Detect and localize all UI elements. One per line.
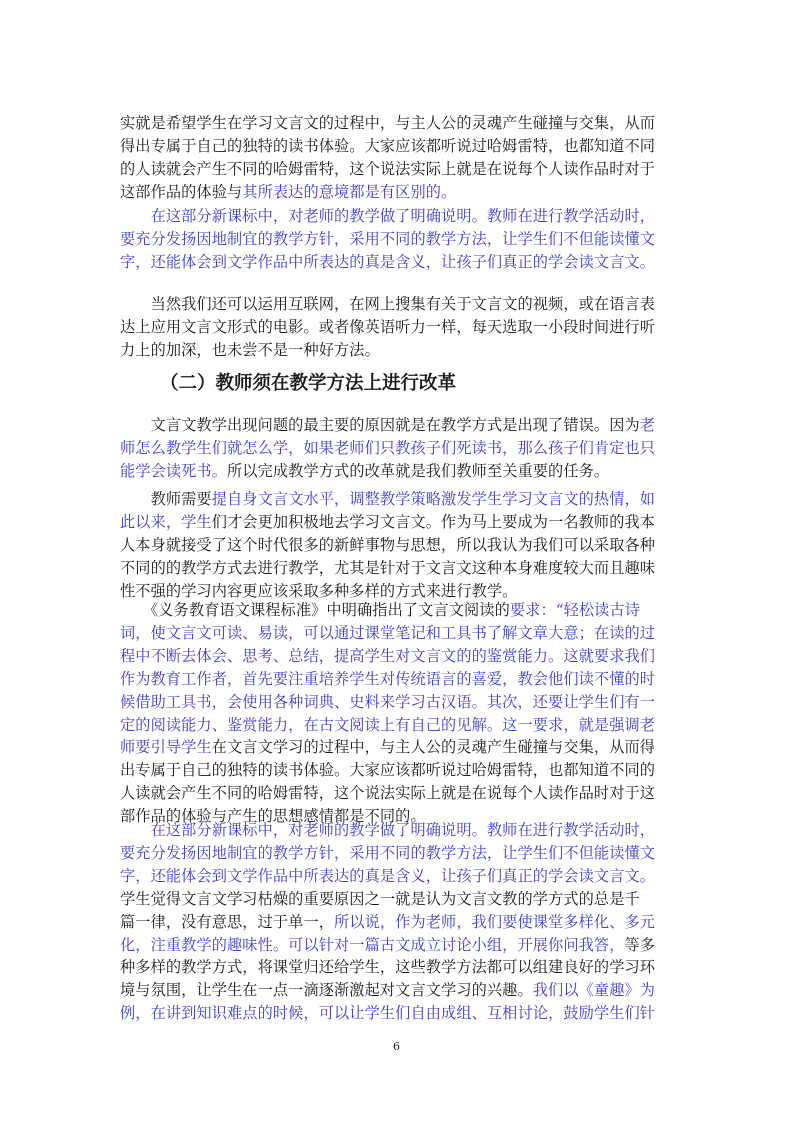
body-text: 教师需要 bbox=[120, 490, 212, 508]
highlighted-text: 要充分发扬因地制宜的教学方针，采用不同的教学方法，让学生们不但能读懂文 bbox=[120, 843, 656, 862]
body-text: 文言文教学出现问题的最主要的原因就是在教学方式是出现了错误。因为 bbox=[120, 416, 640, 434]
section-heading: （二）教师须在教学方法上进行改革 bbox=[160, 373, 457, 394]
text-line bbox=[120, 293, 676, 316]
highlighted-text: 所以说，作为老师，我们要使课堂多样化、多元 bbox=[334, 912, 656, 931]
text-line bbox=[120, 622, 676, 645]
text-line bbox=[120, 645, 676, 668]
body-text: 所以完成教学方式的改革就是我们教师至关重要的任务。 bbox=[227, 461, 610, 480]
highlighted-text: 例，在讲到知识难点的时候，可以让学生们自由成组、互相讨论，鼓励学生们针 bbox=[120, 1004, 656, 1023]
highlighted-text: 定的阅读能力、鉴赏能力，在古文阅读上有自己的见解。这一要求，就是强调老 bbox=[120, 715, 656, 734]
body-text: 人本身就接受了这个时代很多的新鲜事物与思想，所以我认为我们可以采取各种 bbox=[120, 535, 656, 554]
text-line bbox=[120, 135, 676, 158]
body-text: 力上的加深，也未尝不是一种好方法。 bbox=[120, 340, 380, 359]
text-line bbox=[120, 205, 676, 228]
body-text: 境与氛围，让学生在一点一滴逐渐激起对文言文学习的兴趣。 bbox=[120, 981, 533, 1000]
text-line bbox=[120, 339, 676, 362]
paragraph-1 bbox=[120, 112, 676, 204]
paragraph-2 bbox=[120, 205, 676, 274]
text-line bbox=[120, 865, 676, 888]
text-line bbox=[120, 691, 676, 714]
text-line bbox=[120, 181, 676, 204]
highlighted-text: 我们以《童趣》为 bbox=[532, 981, 656, 1000]
text-line bbox=[120, 599, 676, 622]
text-line bbox=[120, 437, 676, 460]
highlighted-text: 提自身文言文水平，调整教学策略激发学生学习文言文的热情，如 bbox=[211, 490, 656, 508]
text-line bbox=[120, 819, 676, 842]
highlighted-text: 要充分发扬因地制宜的教学方针，采用不同的教学方法，让学生们不但能读懂文 bbox=[120, 229, 656, 248]
paragraph-5 bbox=[120, 488, 676, 603]
body-text: 部作品的体验与产生的思想感情都是不同的。 bbox=[120, 807, 426, 826]
body-text: 出专属于自己的独特的读书体验。大家应该都听说过哈姆雷特，也都知道不同的 bbox=[120, 761, 656, 780]
text-line bbox=[120, 112, 676, 135]
body-text: 不同的的教学方式去进行教学，尤其是针对于文言文这种本身难度较大而且趣味 bbox=[120, 558, 656, 577]
text-line bbox=[120, 714, 676, 737]
text-line bbox=[120, 534, 676, 557]
text-line bbox=[120, 316, 676, 339]
body-text: 实就是希望学生在学习文言文的过程中，与主人公的灵魂产生碰撞与交集，从而 bbox=[120, 114, 656, 132]
text-line bbox=[120, 460, 676, 483]
highlighted-text: 在这部分新课标中，对老师的教学做了明确说明。教师在进行教学活动时， bbox=[120, 207, 656, 225]
body-text: 性不强的学习内容更应该采取多种多样的方式来进行教学。 bbox=[120, 581, 518, 600]
highlighted-text: 在这部分新课标中，对老师的教学做了明确说明。教师在进行教学活动时， bbox=[120, 821, 656, 839]
paragraph-6 bbox=[120, 599, 676, 828]
highlighted-text: 候借助工具书，会使用各种词典、史料来学习古汉语。其次，还要让学生们有一 bbox=[120, 692, 656, 711]
text-line bbox=[120, 934, 676, 957]
text-line bbox=[120, 251, 676, 274]
text-line bbox=[120, 759, 676, 782]
text-line bbox=[120, 158, 676, 181]
highlighted-text: 师要引导学生 bbox=[120, 738, 212, 757]
body-text: 种多样的教学方式，将课堂归还给学生，这些教学方法都可以组建良好的学习环 bbox=[120, 958, 656, 977]
text-line bbox=[120, 888, 676, 911]
text-line bbox=[120, 488, 676, 511]
text-line bbox=[120, 782, 676, 805]
text-line bbox=[120, 228, 676, 251]
text-line bbox=[120, 956, 676, 979]
highlighted-text: 作为教育工作者，首先要注重培养学生对传统语言的喜爱，教会他们读不懂的时 bbox=[120, 669, 656, 688]
text-line bbox=[120, 557, 676, 580]
body-text: 们才会更加积极地去学习文言文。作为马上要成为一名教师的我本 bbox=[211, 512, 656, 531]
text-line bbox=[120, 414, 676, 437]
text-line bbox=[120, 668, 676, 691]
text-line bbox=[120, 1002, 676, 1025]
highlighted-text: 要求：“轻松读古诗 bbox=[509, 601, 641, 619]
highlighted-text: 化，注重教学的趣味性。可以针对一篇古文成立讨论小组，开展你问我答， bbox=[120, 935, 625, 954]
body-text: 当然我们还可以运用互联网，在网上搜集有关于文言文的视频，或在语言表 bbox=[120, 295, 656, 313]
text-line bbox=[120, 911, 676, 934]
body-text: 等多 bbox=[624, 935, 656, 954]
page-number: 6 bbox=[393, 1040, 400, 1053]
body-text: 得出专属于自己的独特的读书体验。大家应该都听说过哈姆雷特，也都知道不同 bbox=[120, 136, 656, 155]
body-text: 达上应用文言文形式的电影。或者像英语听力一样，每天选取一小段时间进行听 bbox=[120, 317, 656, 336]
highlighted-text: 此以来，学生 bbox=[120, 512, 212, 531]
highlighted-text: 其所表达的意境都是有区别的。 bbox=[242, 182, 457, 201]
highlighted-text: 能学会读死书。 bbox=[120, 461, 228, 480]
paragraph-7 bbox=[120, 819, 676, 1025]
highlighted-text: 字，还能体会到文学作品中所表达的真是含义，让孩子们真正的学会读文言文。 bbox=[120, 252, 656, 271]
highlighted-text: 老 bbox=[639, 416, 656, 434]
paragraph-4 bbox=[120, 414, 676, 483]
highlighted-text: 程中不断去体会、思考、总结，提高学生对文言文的的鉴赏能力。这就要求我们 bbox=[120, 646, 656, 665]
highlighted-text: 词，使文言文可读、易读，可以通过课堂笔记和工具书了解文章大意；在读的过 bbox=[120, 623, 656, 642]
body-text: 的人读就会产生不同的哈姆雷特，这个说法实际上就是在说每个人读作品时对于 bbox=[120, 159, 656, 178]
text-line bbox=[120, 842, 676, 865]
body-text: 《义务教育语文课程标准》中明确指出了文言文阅读的 bbox=[120, 601, 510, 619]
body-text: 人读就会产生不同的哈姆雷特，这个说法实际上就是在说每个人读作品时对于这 bbox=[120, 784, 656, 803]
text-line bbox=[120, 979, 676, 1002]
body-text: 学生觉得文言文学习枯燥的重要原因之一就是认为文言文教的学方式的总是千 bbox=[120, 889, 640, 908]
body-text: 在文言文学习的过程中，与主人公的灵魂产生碰撞与交集，从而得 bbox=[211, 738, 656, 757]
highlighted-text: 字，还能体会到文学作品中所表达的真是含义，让孩子们真正的学会读文言文。 bbox=[120, 866, 656, 885]
paragraph-3 bbox=[120, 293, 676, 362]
text-line bbox=[120, 736, 676, 759]
text-line bbox=[120, 511, 676, 534]
highlighted-text: 师怎么教学生们就怎么学，如果老师们只教孩子们死读书，那么孩子们肯定也只 bbox=[120, 438, 656, 457]
body-text: 这部作品的体验与 bbox=[120, 182, 243, 201]
body-text: 篇一律，没有意思，过于单一， bbox=[120, 912, 335, 931]
